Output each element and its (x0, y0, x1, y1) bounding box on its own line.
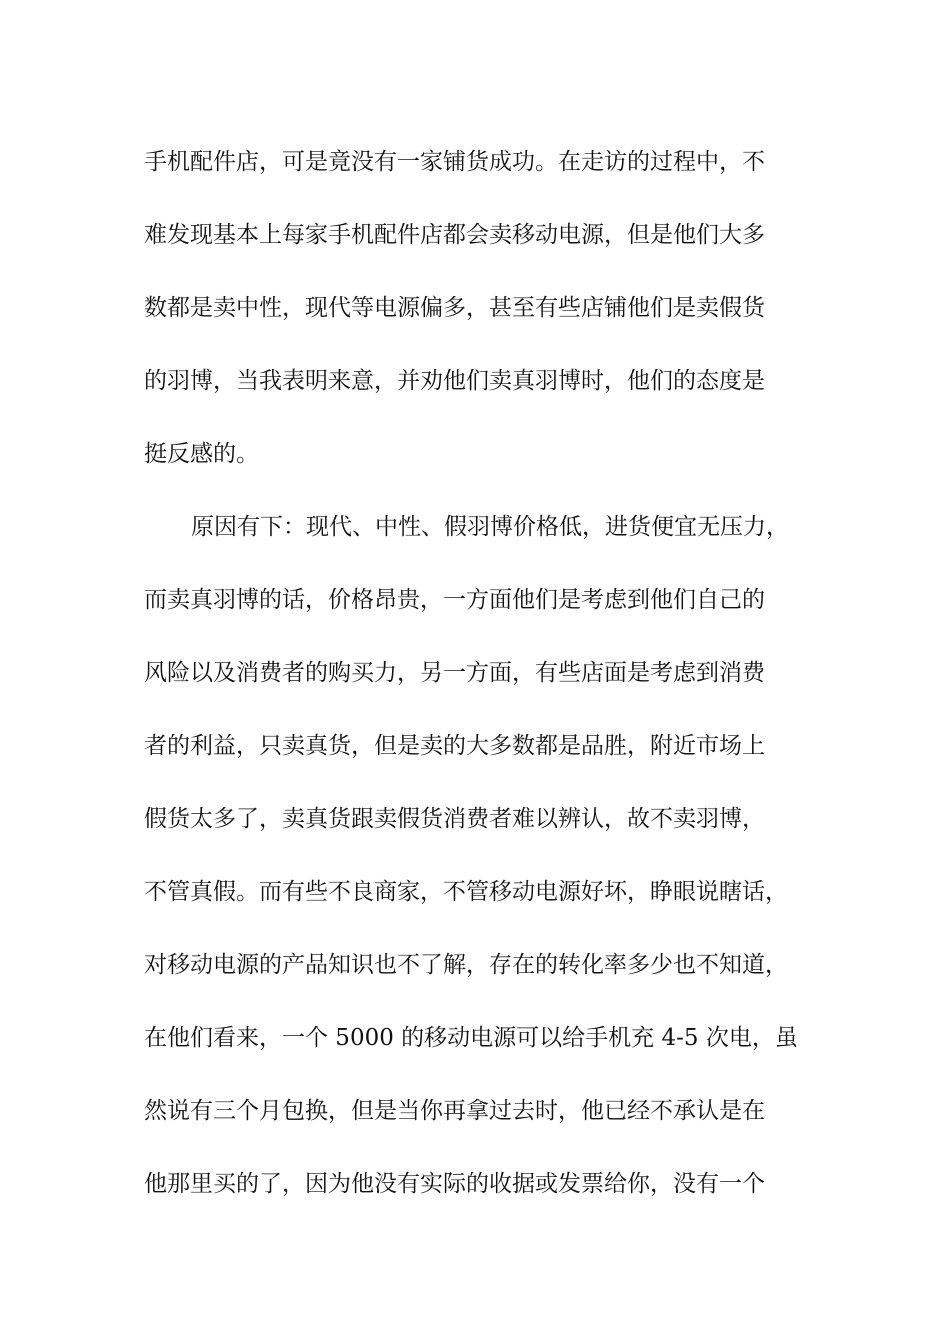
text-line: 风险以及消费者的购买力，另一方面，有些店面是考虑到消费 (144, 660, 765, 686)
text-line: 然说有三个月包换，但是当你再拿过去时，他已经不承认是在 (144, 1098, 765, 1124)
text-line: 他那里买的了，因为他没有实际的收据或发票给你，没有一个 (144, 1171, 765, 1197)
text-line: 手机配件店，可是竟没有一家铺货成功。在走访的过程中，不 (144, 149, 765, 175)
text-line: 不管真假。而有些不良商家，不管移动电源好坏，睁眼说瞎话， (144, 879, 788, 905)
text-line: 挺反感的。 (144, 441, 259, 467)
text-line: 对移动电源的产品知识也不了解，存在的转化率多少也不知道， (144, 952, 788, 978)
body-text (144, 126, 824, 1221)
paragraph-first-line: 原因有下：现代、中性、假羽博价格低，进货便宜无压力， (191, 514, 789, 540)
text-line: 数都是卖中性，现代等电源偏多，甚至有些店铺他们是卖假货 (144, 295, 765, 321)
text-line: 难发现基本上每家手机配件店都会卖移动电源，但是他们大多 (144, 222, 765, 248)
text-line: 者的利益，只卖真货，但是卖的大多数都是品胜，附近市场上 (144, 733, 765, 759)
text-line: 在他们看来，一个 5000 的移动电源可以给手机充 4-5 次电，虽 (144, 1025, 798, 1051)
text-line: 的羽博，当我表明来意，并劝他们卖真羽博时，他们的态度是 (144, 368, 765, 394)
text-line: 假货太多了，卖真货跟卖假货消费者难以辨认，故不卖羽博， (144, 806, 765, 832)
text-line: 而卖真羽博的话，价格昂贵，一方面他们是考虑到他们自己的 (144, 587, 765, 613)
